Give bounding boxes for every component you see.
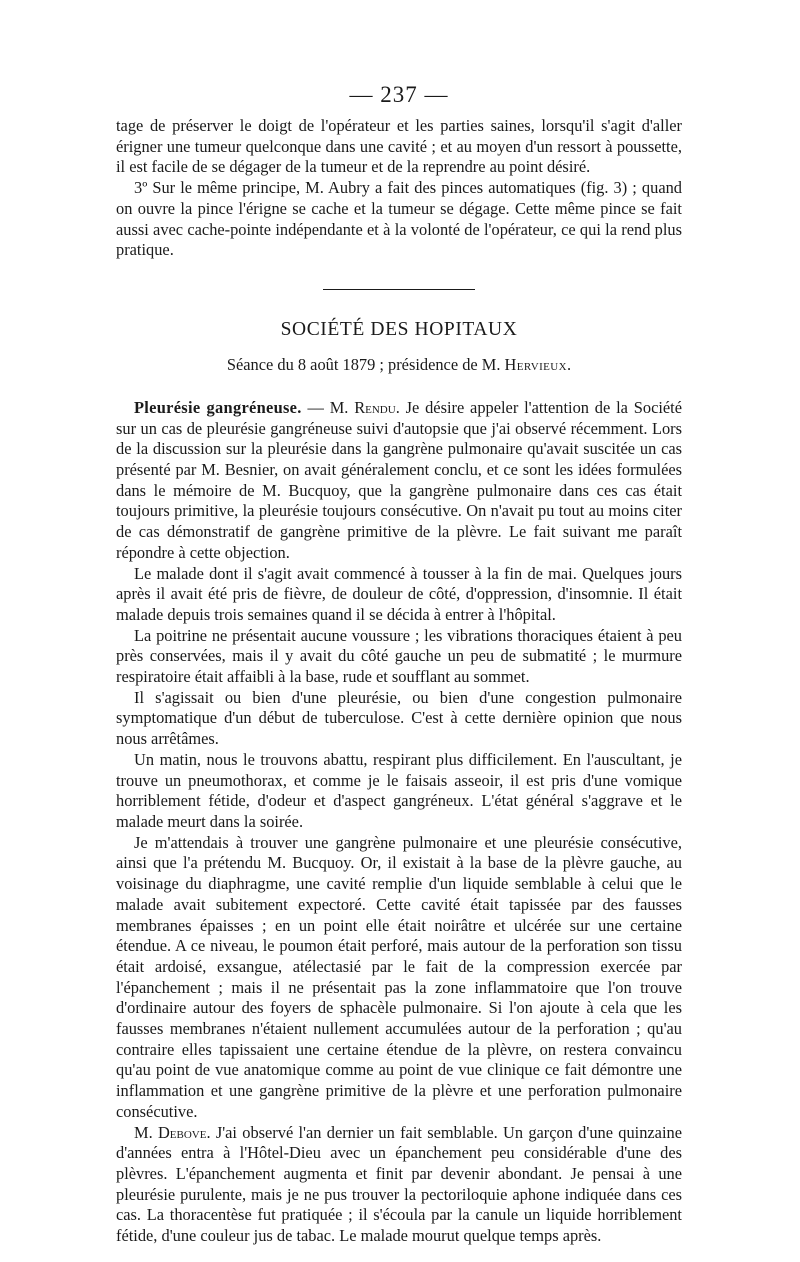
session-president: Hervieux: [504, 354, 567, 374]
session-suffix: .: [566, 354, 572, 374]
paragraph-5: Un matin, nous le trouvons abattu, respirant plus difficilement. En l'auscultant, je trouve un pneumothorax, et comme je le faisais asseoir, il est pris d'une vomique horriblement fétide, d'odeur et d'aspect gangréneux. L'état général s'aggrave et le malade meurt dans la soirée.: [116, 749, 682, 831]
paragraph-rendu: [116, 398, 682, 564]
intro-paragraph-2: 3º Sur le même principe, M. Aubry a fait des pinces automatiques (fig. 3) ; quand on ouvre la pince l'érigne se cache et la tumeur se dégage. Cette même pince se fait aussi avec cache-pointe indépendante et à la volonté de l'opérateur, ce qui la rend plus pratique.: [116, 178, 682, 260]
session-prefix: Séance du 8 août 1879 ; présidence de M.: [226, 354, 505, 374]
paragraph-2: Le malade dont il s'agit avait commencé à tousser à la fin de mai. Quelques jours après il avait été pris de fièvre, de douleur de côté, d'oppression, d'insomnie. Il était malade depuis trois semaines quand il se décida à entrer à l'hôpital.: [116, 563, 682, 624]
debove-prefix: M.: [134, 1122, 158, 1142]
article-dash: — M.: [301, 397, 355, 417]
paragraph-rendu-text: . Je désire appeler l'attention de la Société sur un cas de pleurésie gangréneuse suivi d'autopsie que j'ai observé récemment. Lors de la discussion sur la pleurésie dans la gangrène pulmonaire qu'avait suscitée un cas présenté par M. Besnier, on avait généralement conclu, et ce sont les idées formulées dans le mémoire de M. Bucquoy, que la gangrène pulmonaire dans ces cas était toujours primitive, la pleurésie toujours consécutive. On n'avait pu tout au moins citer de cas démonstratif de gangrène primitive de la plèvre. Le fait suivant me paraît répondre à cette objection.: [116, 397, 682, 562]
society-title: SOCIÉTÉ DES HOPITAUX: [280, 318, 518, 340]
paragraph-debove: [116, 1123, 682, 1247]
paragraph-4: Il s'agissait ou bien d'une pleurésie, ou bien d'une congestion pulmonaire symptomatique d'un début de tuberculose. C'est à cette dernière opinion que nous nous arrêtâmes.: [116, 687, 682, 749]
paragraph-3: La poitrine ne présentait aucune voussure ; les vibrations thoraciques étaient à peu près conservées, mais il y avait du côté gauche un peu de submatité ; le murmure respiratoire était affaibli à la base, rude et soufflant au sommet.: [116, 625, 682, 687]
session-line: [116, 354, 682, 376]
intro-paragraph-1: tage de préserver le doigt de l'opérateur et les parties saines, lorsqu'il s'agit d'aller érigner une tumeur quelconque dans une cavité ; et au moyen d'un ressort à poussette, il est facile de se dégager de la tumeur et de la reprendre au point désiré.: [116, 116, 682, 177]
author-debove: Debove: [157, 1122, 207, 1142]
page-number: — 237 —: [349, 82, 449, 107]
paragraph-debove-text: . J'ai observé l'an dernier un fait semblable. Un garçon d'une quinzaine d'années entra à l'Hôtel-Dieu avec un épanchement peu considérable d'une des plèvres. L'épanchement augmenta et finit par devenir abondant. Je pensai à une pleurésie purulente, mais je ne pus trouver la pectoriloquie aphone indiquée dans ces cas. La thoracentèse fut pratiquée ; il s'écoula par la canule un liquide horriblement fétide, d'une couleur jus de tabac. Le malade mourut quelque temps après.: [116, 1122, 682, 1246]
paragraph-6: Je m'attendais à trouver une gangrène pulmonaire et une pleurésie consécutive, ainsi que l'a prétendu M. Bucquoy. Or, il existait à la base de la plèvre gauche, au voisinage du diaphragme, une cavité remplie d'un liquide semblable à celui que le malade avait subitement expectoré. Cette cavité était tapissée par des fausses membranes épaisses ; en un point elle était noirâtre et ulcérée sur une certaine étendue. A ce niveau, le poumon était perforé, mais autour de la perforation son tissu était ardoisé, exsangue, atélectasié par le fait de la compression exercée par l'épanchement ; mais il ne présentait pas la zone inflammatoire que l'on trouve d'ordinaire autour des foyers de sphacèle pulmonaire. Si l'on ajoute à cela que les fausses membranes n'étaient nullement accumulées autour de la perforation ; qu'au contraire elles tapissaient une certaine étendue de la plèvre, on restera convaincu qu'au point de vue anatomique comme au point de vue clinique ce fait démontre une inflammation et une gangrène primitive de la plèvre et une perforation pulmonaire consécutive.: [116, 832, 682, 1121]
article-heading: Pleurésie gangréneuse.: [134, 397, 302, 417]
book-page: [116, 82, 682, 1247]
section-divider: [323, 289, 475, 290]
author-rendu: Rendu: [354, 397, 396, 417]
